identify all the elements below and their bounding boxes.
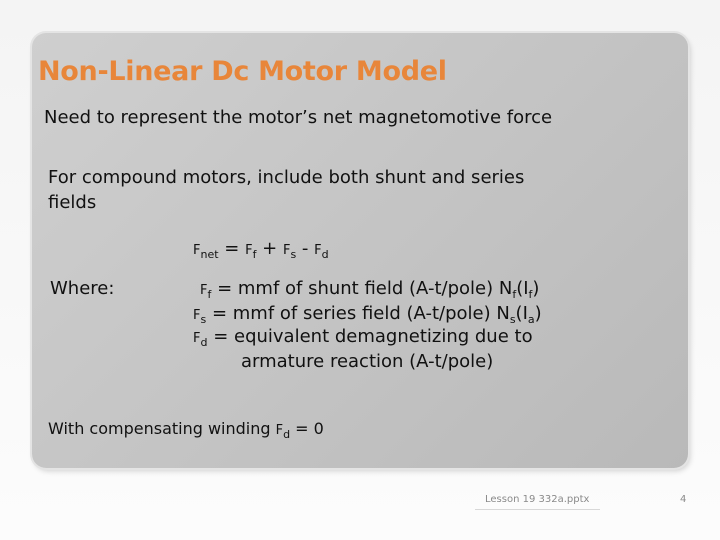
eq-fs-subscript: s: [290, 248, 297, 261]
def-ff-paren-open: (I: [516, 278, 529, 299]
eq-fd-subscript: d: [321, 248, 329, 261]
slide-title: Non-Linear Dc Motor Model: [38, 56, 447, 87]
eq-equals: =: [218, 238, 246, 259]
def-ff-i-subscript: f: [528, 288, 533, 301]
def-fs-subscript: s: [200, 313, 207, 326]
footer-filename: Lesson 19 332a.pptx: [485, 494, 590, 505]
def-fs-paren-close: ): [534, 303, 542, 324]
footer-divider: [475, 509, 600, 510]
def-fs-i-subscript: a: [527, 313, 535, 326]
eq-fd-symbol: F: [314, 243, 322, 258]
compensating-fd-subscript: d: [283, 428, 291, 441]
eq-fnet-subscript: net: [200, 248, 219, 261]
def-fs-n-subscript: s: [509, 313, 516, 326]
eq-fs-symbol: F: [282, 243, 291, 258]
eq-fnet-symbol: F: [193, 243, 201, 258]
compensating-value: = 0: [290, 419, 324, 438]
def-fd-subscript: d: [200, 336, 208, 349]
compensating-text: With compensating winding: [48, 419, 276, 438]
compound-line-1: For compound motors, include both shunt and series: [48, 167, 525, 188]
def-fs-text: = mmf of series field (A-t/pole) N: [206, 303, 510, 324]
def-fs-paren-open: (I: [515, 303, 528, 324]
definition-fs: [193, 303, 542, 324]
def-ff-subscript: f: [207, 288, 212, 301]
def-ff-text: = mmf of shunt field (A-t/pole) N: [211, 278, 513, 299]
def-ff-symbol: F: [200, 283, 208, 298]
compound-line-2: fields: [48, 192, 97, 213]
content-panel: [32, 33, 688, 468]
page-number: 4: [680, 494, 687, 505]
def-fd-symbol: F: [193, 331, 201, 346]
compensating-line: [48, 419, 324, 441]
eq-ff-symbol: F: [245, 243, 253, 258]
where-label: Where:: [50, 278, 115, 299]
def-fd-text: = equivalent demagnetizing due to: [207, 326, 533, 347]
definition-ff: [200, 278, 539, 299]
compensating-fd-symbol: F: [275, 423, 284, 438]
eq-ff-subscript: f: [252, 248, 257, 261]
eq-minus: -: [296, 238, 315, 259]
eq-plus: +: [256, 238, 283, 259]
definition-fd: [193, 326, 533, 347]
def-ff-n-subscript: f: [512, 288, 517, 301]
definition-fd-continued: armature reaction (A-t/pole): [241, 351, 494, 372]
equation: [193, 238, 329, 259]
intro-line: Need to represent the motor’s net magnetomotive force: [44, 107, 553, 128]
def-fs-symbol: F: [193, 308, 201, 323]
def-ff-paren-close: ): [532, 278, 540, 299]
